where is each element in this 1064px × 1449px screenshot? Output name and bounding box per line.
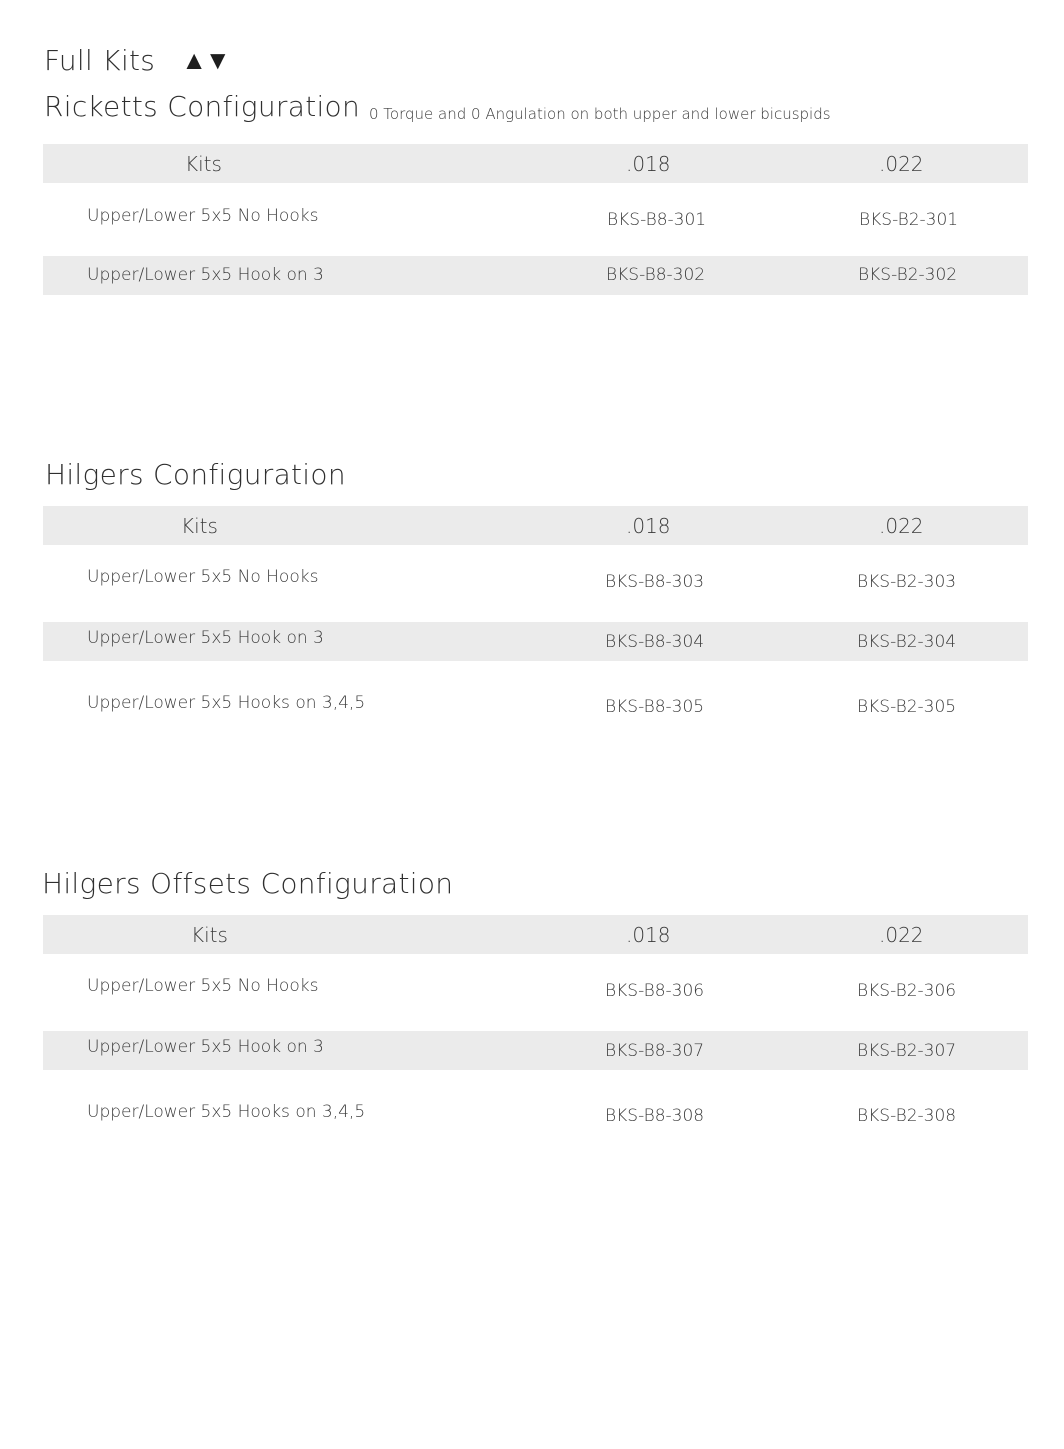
table-row [43, 1031, 1028, 1070]
kit-code-018: BKS-B8-308 [605, 1106, 705, 1126]
kit-code-018: BKS-B8-304 [605, 632, 705, 652]
sort-toggle-icon[interactable]: ▲▼ [181, 46, 229, 76]
kit-code-022: BKS-B2-305 [857, 697, 957, 717]
section-title-hilgers-offsets: Hilgers Offsets Configuration [42, 867, 454, 900]
kit-code-018: BKS-B8-301 [607, 210, 707, 230]
kit-code-018: BKS-B8-303 [605, 572, 705, 592]
table-header-row [43, 144, 1028, 183]
column-header-kits: Kits [181, 514, 218, 538]
column-header-018: .018 [626, 514, 671, 538]
kit-table-hilgers [43, 506, 1028, 726]
section-note-ricketts: 0 Torque and 0 Angulation on both upper and lower bicuspids [369, 105, 831, 123]
kit-code-022: BKS-B2-304 [857, 632, 957, 652]
column-header-022: .022 [879, 514, 924, 538]
kit-name: Upper/Lower 5x5 Hooks on 3,4,5 [87, 693, 366, 713]
kit-table-ricketts [43, 144, 1028, 296]
kit-name: Upper/Lower 5x5 No Hooks [87, 567, 319, 587]
column-header-022: .022 [879, 923, 924, 947]
column-header-018: .018 [626, 152, 671, 176]
kit-code-022: BKS-B2-303 [857, 572, 957, 592]
kit-code-018: BKS-B8-305 [605, 697, 705, 717]
table-header-row [43, 506, 1028, 545]
kit-name: Upper/Lower 5x5 Hooks on 3,4,5 [87, 1102, 366, 1122]
table-row [43, 622, 1028, 661]
kit-name: Upper/Lower 5x5 Hook on 3 [87, 265, 324, 285]
kit-name: Upper/Lower 5x5 Hook on 3 [87, 1037, 324, 1057]
kit-code-018: BKS-B8-302 [606, 265, 706, 285]
column-header-kits: Kits [191, 923, 228, 947]
kit-table-hilgers-offsets [43, 915, 1028, 1135]
kit-code-022: BKS-B2-308 [857, 1106, 957, 1126]
kit-code-022: BKS-B2-301 [859, 210, 959, 230]
table-row [43, 256, 1028, 295]
table-header-row [43, 915, 1028, 954]
kit-code-018: BKS-B8-307 [605, 1041, 705, 1061]
page-title-text: Full Kits [44, 44, 156, 77]
page-title [44, 44, 229, 77]
table-row [43, 183, 1028, 256]
kit-code-022: BKS-B2-307 [857, 1041, 957, 1061]
table-row [43, 545, 1028, 622]
column-header-022: .022 [879, 152, 924, 176]
kit-code-018: BKS-B8-306 [605, 981, 705, 1001]
kit-name: Upper/Lower 5x5 Hook on 3 [87, 628, 324, 648]
kit-code-022: BKS-B2-306 [857, 981, 957, 1001]
kit-name: Upper/Lower 5x5 No Hooks [87, 206, 319, 226]
kit-name: Upper/Lower 5x5 No Hooks [87, 976, 319, 996]
column-header-kits: Kits [185, 152, 222, 176]
table-row [43, 661, 1028, 726]
section-title-ricketts: Ricketts Configuration [44, 90, 361, 123]
table-row [43, 954, 1028, 1031]
kit-code-022: BKS-B2-302 [858, 265, 958, 285]
column-header-018: .018 [626, 923, 671, 947]
section-title-hilgers: Hilgers Configuration [45, 458, 346, 491]
table-row [43, 1070, 1028, 1135]
